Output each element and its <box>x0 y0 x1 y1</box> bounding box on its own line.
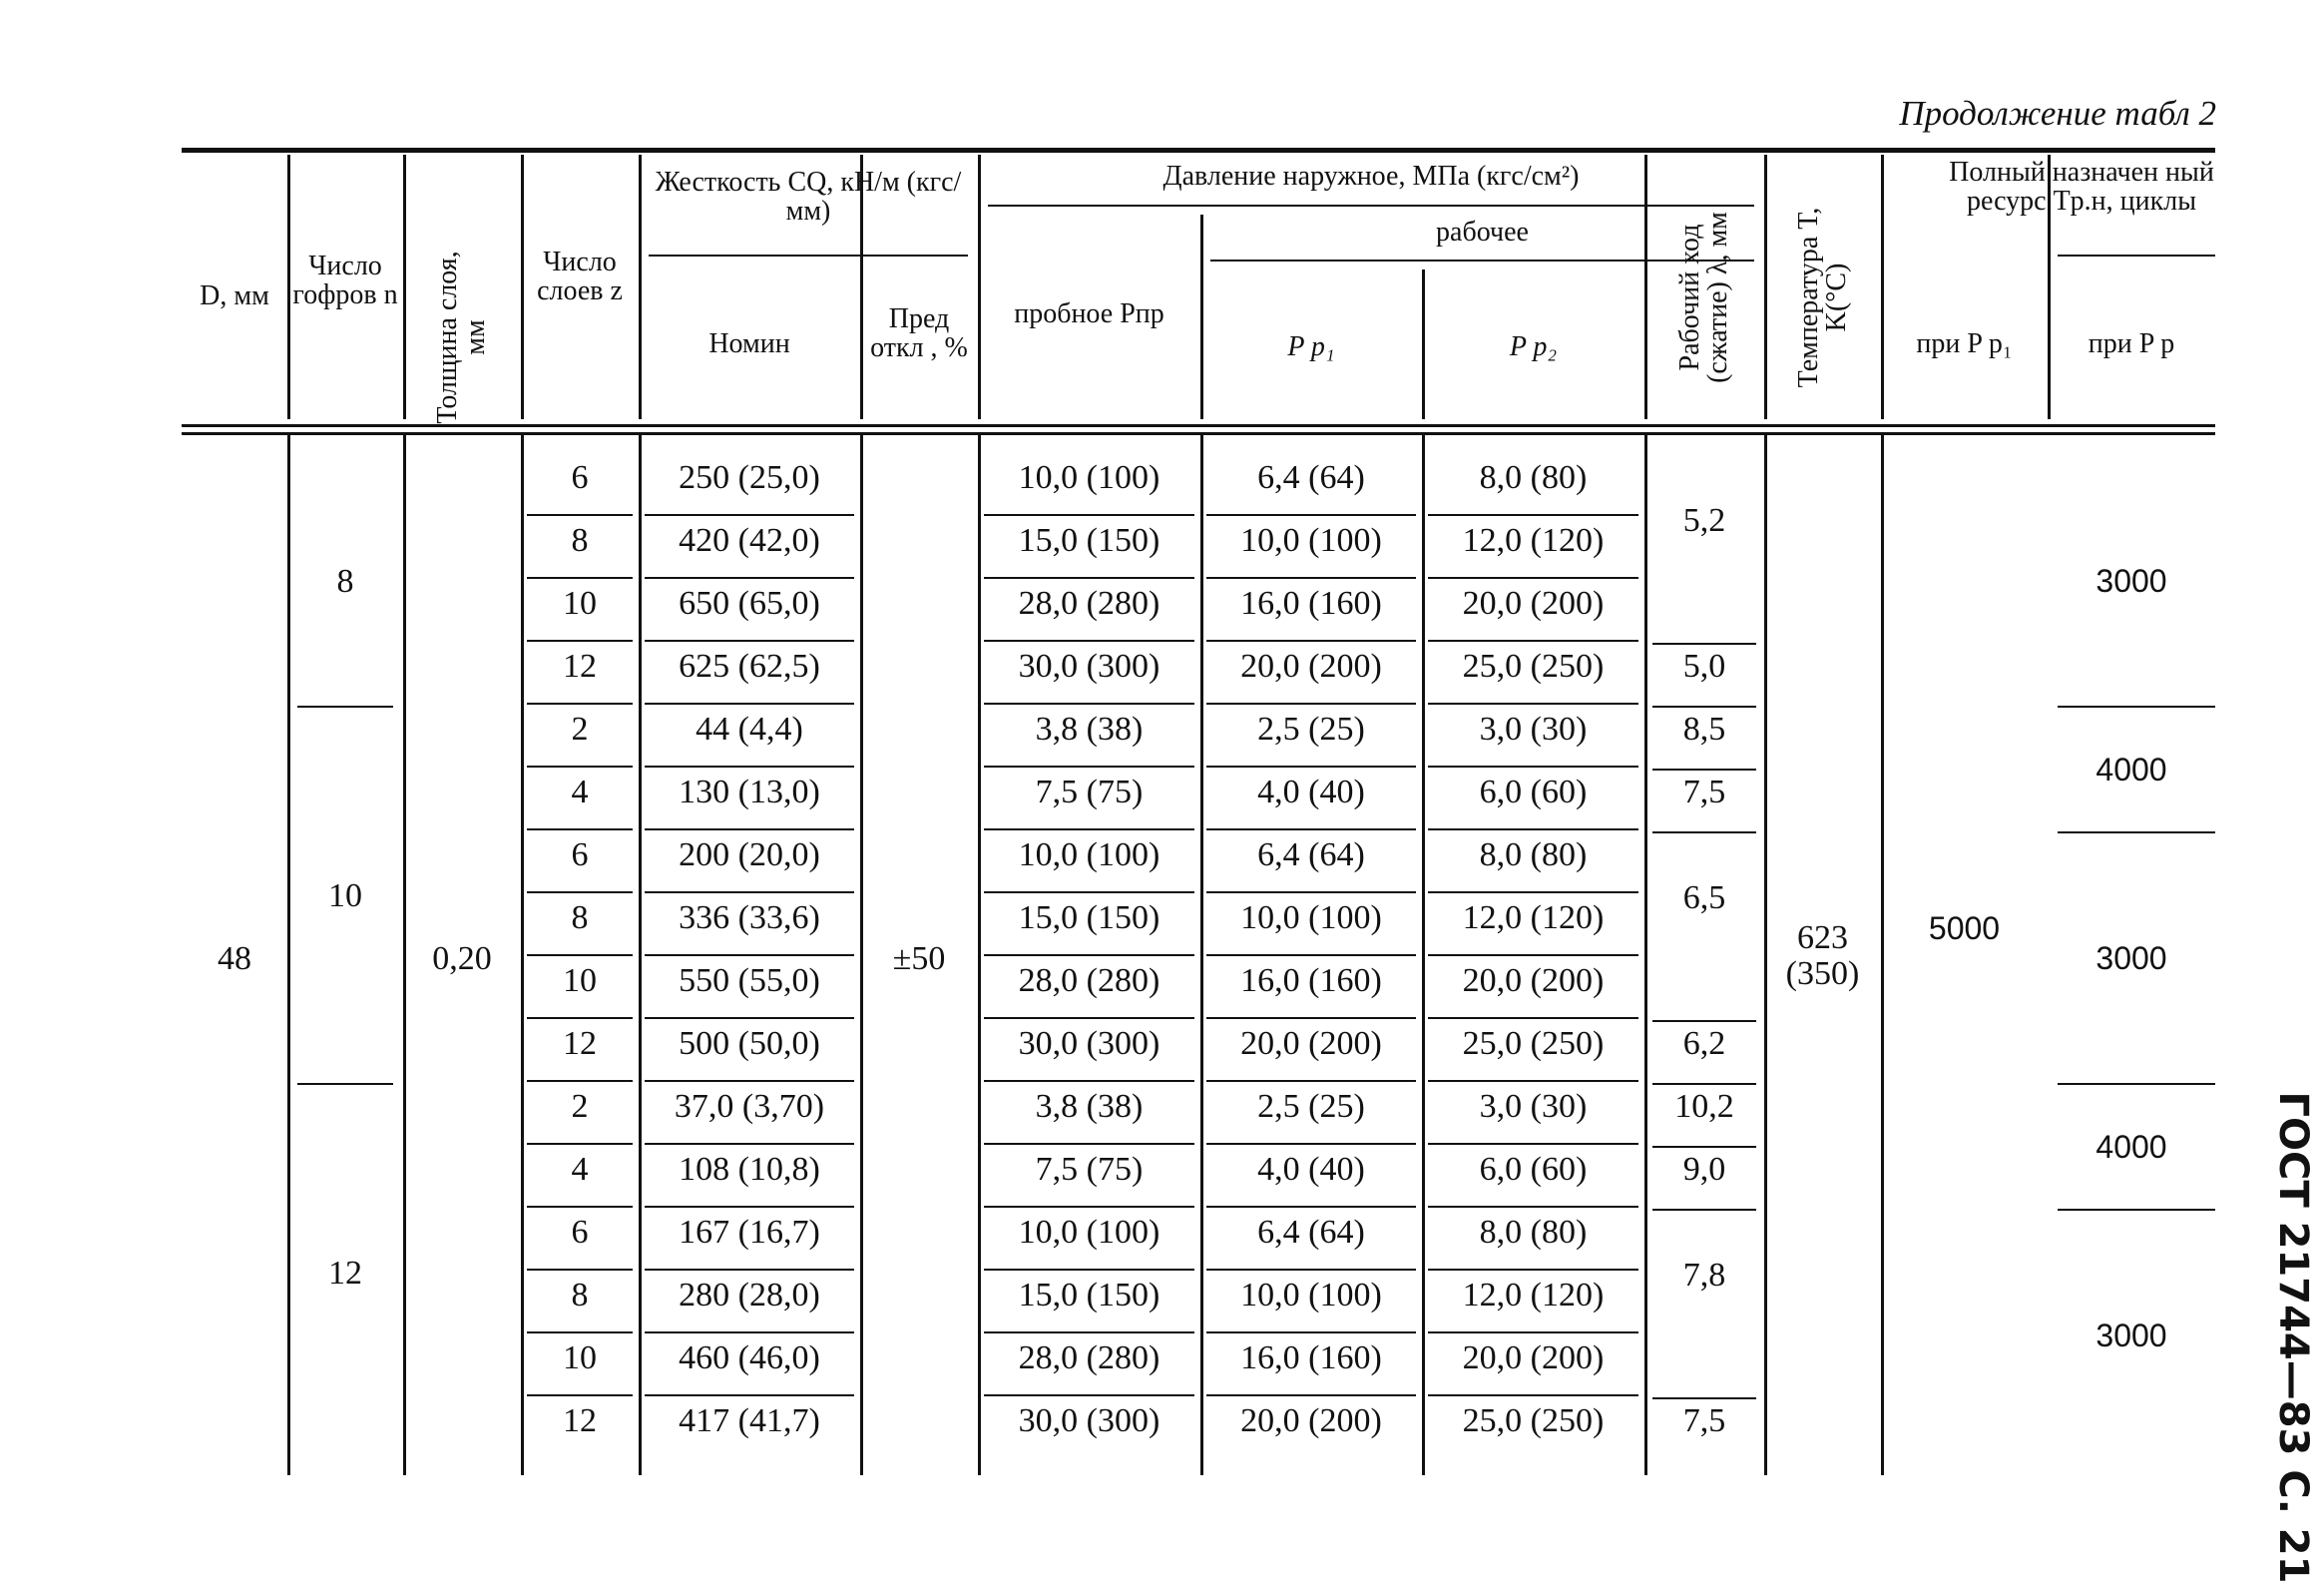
row-underline <box>645 1394 854 1396</box>
row-p2: 25,0 (250) <box>1462 1025 1605 1062</box>
cell-stroke: 8,5 <box>1682 711 1726 748</box>
row-nomin: 420 (42,0) <box>679 522 820 559</box>
group-rule <box>2058 706 2215 708</box>
row-z: 10 <box>563 1339 597 1376</box>
row-p2: 20,0 (200) <box>1462 962 1605 999</box>
cell-stroke: 5,2 <box>1682 501 1726 539</box>
side-page-label-text: ГОСТ 21744—83 С. 21 <box>2270 1091 2316 1583</box>
row-underline <box>984 640 1194 642</box>
row-underline <box>984 828 1194 830</box>
row-p1: 6,4 (64) <box>1257 836 1365 873</box>
header-resource: Полный назначен ный ресурс Tр.н, циклы <box>1949 157 2214 218</box>
row-underline <box>645 514 854 516</box>
cell-resource: 4000 <box>2095 752 2167 788</box>
row-p2: 6,0 (60) <box>1479 1151 1588 1188</box>
row-underline <box>984 1394 1194 1396</box>
row-z: 6 <box>571 836 589 873</box>
row-underline <box>1428 828 1638 830</box>
row-underline <box>645 1206 854 1208</box>
header-hline <box>2058 255 2215 257</box>
row-nomin: 550 (55,0) <box>679 962 820 999</box>
cell-thickness: 0,20 <box>432 940 492 977</box>
cell-stroke: 7,5 <box>1682 774 1726 810</box>
row-underline <box>527 1394 633 1396</box>
row-underline <box>527 828 633 830</box>
row-underline <box>527 703 633 705</box>
top-rule <box>182 148 2215 153</box>
row-underline <box>527 1206 633 1208</box>
cell-n-group: 10 <box>328 877 362 914</box>
header-stiffness: Жесткость CQ, кН/м (кгс/мм) <box>655 167 962 228</box>
row-underline <box>1428 703 1638 705</box>
row-underline <box>645 891 854 893</box>
row-underline <box>645 640 854 642</box>
continuation-caption: Продолжение табл 2 <box>1899 94 2216 133</box>
header-p2: P p₂ <box>1509 331 1558 362</box>
row-underline <box>984 766 1194 768</box>
row-underline <box>984 1017 1194 1019</box>
row-z: 12 <box>563 648 597 685</box>
row-underline <box>1428 1394 1638 1396</box>
row-underline <box>1206 1331 1416 1333</box>
row-underline <box>984 891 1194 893</box>
header-res-p1: при P p₁ <box>1916 328 2013 359</box>
row-p1: 2,5 (25) <box>1257 711 1365 748</box>
row-underline <box>1206 514 1416 516</box>
cell-stroke: 5,0 <box>1682 648 1726 685</box>
row-underline <box>1428 954 1638 956</box>
cell-temp: 623 (350) <box>1785 919 1860 992</box>
row-p2: 25,0 (250) <box>1462 1402 1605 1439</box>
row-p2: 6,0 (60) <box>1479 774 1588 810</box>
row-probe: 28,0 (280) <box>1018 585 1161 622</box>
row-z: 2 <box>571 711 589 748</box>
row-p1: 2,5 (25) <box>1257 1088 1365 1125</box>
group-rule <box>2058 1209 2215 1211</box>
cell-stroke: 6,5 <box>1682 878 1726 916</box>
header-temp: Температура T, K(°C) <box>1792 207 1852 388</box>
cell-tolerance: ±50 <box>892 940 946 977</box>
row-underline <box>1206 1017 1416 1019</box>
header-vline <box>1422 269 1425 419</box>
row-z: 6 <box>571 1214 589 1251</box>
row-probe: 3,8 (38) <box>1035 1088 1144 1125</box>
row-underline <box>527 1080 633 1082</box>
header-vline <box>978 155 981 419</box>
row-underline <box>1206 703 1416 705</box>
row-nomin: 130 (13,0) <box>679 774 820 810</box>
row-probe: 28,0 (280) <box>1018 1339 1161 1376</box>
row-p1: 20,0 (200) <box>1240 1025 1382 1062</box>
row-underline <box>1428 766 1638 768</box>
row-p2: 8,0 (80) <box>1479 1214 1588 1251</box>
row-underline <box>645 1269 854 1271</box>
row-underline <box>984 514 1194 516</box>
row-nomin: 44 (4,4) <box>696 711 803 748</box>
row-probe: 7,5 (75) <box>1035 1151 1144 1188</box>
row-z: 6 <box>571 459 589 496</box>
header-vline <box>1764 155 1767 419</box>
row-underline <box>645 1331 854 1333</box>
row-underline <box>1206 766 1416 768</box>
group-rule <box>1652 1397 1756 1399</box>
header-working: рабочее <box>1436 217 1529 248</box>
cell-resource-p1: 5000 <box>1928 910 2001 946</box>
row-underline <box>1428 640 1638 642</box>
header-hline <box>988 205 1754 207</box>
row-p2: 8,0 (80) <box>1479 836 1588 873</box>
row-underline <box>1206 1143 1416 1145</box>
row-nomin: 37,0 (3,70) <box>674 1088 825 1125</box>
row-p1: 4,0 (40) <box>1257 1151 1365 1188</box>
row-z: 12 <box>563 1402 597 1439</box>
row-p2: 20,0 (200) <box>1462 585 1605 622</box>
group-rule <box>1652 769 1756 771</box>
row-nomin: 200 (20,0) <box>679 836 820 873</box>
row-p2: 12,0 (120) <box>1462 899 1605 936</box>
body-vline <box>1644 435 1647 1475</box>
header-vline <box>639 155 642 419</box>
group-rule <box>2058 831 2215 833</box>
row-probe: 30,0 (300) <box>1018 1402 1161 1439</box>
row-nomin: 336 (33,6) <box>679 899 820 936</box>
row-p2: 12,0 (120) <box>1462 522 1605 559</box>
row-underline <box>645 1017 854 1019</box>
header-res-p: при P р <box>2088 328 2175 359</box>
row-underline <box>645 954 854 956</box>
row-underline <box>1428 514 1638 516</box>
row-underline <box>1206 1080 1416 1082</box>
group-rule <box>1652 1020 1756 1022</box>
header-hline <box>649 255 968 257</box>
header-n: Число гофров n <box>292 251 398 311</box>
row-p1: 16,0 (160) <box>1240 585 1382 622</box>
header-nomin: Номин <box>708 328 790 359</box>
row-underline <box>645 1143 854 1145</box>
cell-resource: 3000 <box>2095 1318 2167 1353</box>
row-probe: 7,5 (75) <box>1035 774 1144 810</box>
row-underline <box>645 577 854 579</box>
cell-d: 48 <box>218 940 251 977</box>
cell-resource: 3000 <box>2095 940 2167 976</box>
row-underline <box>527 1017 633 1019</box>
header-vline <box>403 155 406 419</box>
cell-stroke: 6,2 <box>1682 1025 1726 1062</box>
row-p1: 10,0 (100) <box>1240 522 1382 559</box>
row-p2: 3,0 (30) <box>1479 1088 1588 1125</box>
row-probe: 30,0 (300) <box>1018 648 1161 685</box>
row-p1: 16,0 (160) <box>1240 1339 1382 1376</box>
row-z: 4 <box>571 1151 589 1188</box>
row-p1: 10,0 (100) <box>1240 899 1382 936</box>
row-probe: 15,0 (150) <box>1018 899 1161 936</box>
row-underline <box>527 514 633 516</box>
header-stroke: Рабочий ход (сжатие) λ, мм <box>1674 212 1733 383</box>
row-underline <box>984 1143 1194 1145</box>
row-underline <box>1428 1143 1638 1145</box>
row-underline <box>1428 1206 1638 1208</box>
row-underline <box>1206 1206 1416 1208</box>
group-rule <box>1652 706 1756 708</box>
row-z: 10 <box>563 585 597 622</box>
header-pred: Пред откл , % <box>870 303 968 364</box>
header-vline <box>1881 155 1884 419</box>
row-z: 2 <box>571 1088 589 1125</box>
row-nomin: 650 (65,0) <box>679 585 820 622</box>
row-underline <box>1206 640 1416 642</box>
row-underline <box>1206 891 1416 893</box>
row-underline <box>527 766 633 768</box>
row-nomin: 250 (25,0) <box>679 459 820 496</box>
side-page-label <box>2243 1091 2324 1583</box>
row-z: 4 <box>571 774 589 810</box>
row-probe: 15,0 (150) <box>1018 1277 1161 1314</box>
group-rule <box>1652 1146 1756 1148</box>
group-rule <box>1652 1209 1756 1211</box>
group-rule <box>1652 643 1756 645</box>
row-z: 8 <box>571 522 589 559</box>
header-d: D, мм <box>200 280 269 311</box>
header-vline <box>1644 155 1647 419</box>
row-underline <box>527 954 633 956</box>
row-underline <box>984 703 1194 705</box>
row-p1: 20,0 (200) <box>1240 1402 1382 1439</box>
row-nomin: 167 (16,7) <box>679 1214 820 1251</box>
row-underline <box>527 577 633 579</box>
row-z: 8 <box>571 1277 589 1314</box>
row-p2: 25,0 (250) <box>1462 648 1605 685</box>
row-probe: 15,0 (150) <box>1018 522 1161 559</box>
row-underline <box>645 828 854 830</box>
row-z: 10 <box>563 962 597 999</box>
row-p2: 12,0 (120) <box>1462 1277 1605 1314</box>
group-rule <box>1652 831 1756 833</box>
row-nomin: 417 (41,7) <box>679 1402 820 1439</box>
group-rule <box>297 1083 393 1085</box>
row-nomin: 108 (10,8) <box>679 1151 820 1188</box>
row-probe: 10,0 (100) <box>1018 1214 1161 1251</box>
row-underline <box>645 1080 854 1082</box>
row-underline <box>527 1143 633 1145</box>
row-underline <box>984 1206 1194 1208</box>
row-p2: 3,0 (30) <box>1479 711 1588 748</box>
row-underline <box>527 640 633 642</box>
row-underline <box>645 766 854 768</box>
row-p1: 6,4 (64) <box>1257 1214 1365 1251</box>
row-probe: 3,8 (38) <box>1035 711 1144 748</box>
row-nomin: 625 (62,5) <box>679 648 820 685</box>
header-pressure: Давление наружное, МПа (кгс/см²) <box>1162 161 1580 192</box>
row-underline <box>527 1331 633 1333</box>
header-z: Числo слоев z <box>537 247 623 307</box>
row-underline <box>1428 1017 1638 1019</box>
header-p1: P p₁ <box>1287 331 1335 362</box>
row-z: 12 <box>563 1025 597 1062</box>
row-p1: 10,0 (100) <box>1240 1277 1382 1314</box>
row-p1: 6,4 (64) <box>1257 459 1365 496</box>
header-probe: пробное Pпр <box>1014 298 1164 329</box>
row-underline <box>984 954 1194 956</box>
group-rule <box>2058 1083 2215 1085</box>
row-underline <box>984 1080 1194 1082</box>
header-hline <box>1210 260 1754 262</box>
row-underline <box>984 1331 1194 1333</box>
row-nomin: 500 (50,0) <box>679 1025 820 1062</box>
body-vline <box>1881 435 1884 1475</box>
row-underline <box>527 891 633 893</box>
cell-stroke: 7,5 <box>1682 1402 1726 1439</box>
row-underline <box>645 703 854 705</box>
row-underline <box>1206 577 1416 579</box>
header-thickness: Толщина слоя, мм <box>432 251 491 424</box>
row-z: 8 <box>571 899 589 936</box>
row-underline <box>1428 1080 1638 1082</box>
row-p2: 20,0 (200) <box>1462 1339 1605 1376</box>
cell-n-group: 12 <box>328 1255 362 1292</box>
cell-n-group: 8 <box>336 563 354 600</box>
cell-stroke: 10,2 <box>1674 1088 1734 1125</box>
header-vline <box>1200 215 1203 419</box>
row-probe: 30,0 (300) <box>1018 1025 1161 1062</box>
row-underline <box>1428 1269 1638 1271</box>
cell-stroke: 9,0 <box>1682 1151 1726 1188</box>
row-underline <box>984 1269 1194 1271</box>
cell-stroke: 7,8 <box>1682 1256 1726 1294</box>
row-underline <box>1428 1331 1638 1333</box>
row-underline <box>1206 954 1416 956</box>
cell-resource: 4000 <box>2095 1129 2167 1165</box>
cell-resource: 3000 <box>2095 563 2167 599</box>
row-probe: 10,0 (100) <box>1018 836 1161 873</box>
row-underline <box>984 577 1194 579</box>
row-p1: 16,0 (160) <box>1240 962 1382 999</box>
row-underline <box>527 1269 633 1271</box>
row-nomin: 460 (46,0) <box>679 1339 820 1376</box>
row-p1: 4,0 (40) <box>1257 774 1365 810</box>
row-underline <box>1428 891 1638 893</box>
group-rule <box>1652 1083 1756 1085</box>
row-underline <box>1206 828 1416 830</box>
row-probe: 28,0 (280) <box>1018 962 1161 999</box>
row-probe: 10,0 (100) <box>1018 459 1161 496</box>
row-p1: 20,0 (200) <box>1240 648 1382 685</box>
row-underline <box>1206 1269 1416 1271</box>
row-p2: 8,0 (80) <box>1479 459 1588 496</box>
row-underline <box>1206 1394 1416 1396</box>
row-underline <box>1428 577 1638 579</box>
row-nomin: 280 (28,0) <box>679 1277 820 1314</box>
group-rule <box>297 706 393 708</box>
